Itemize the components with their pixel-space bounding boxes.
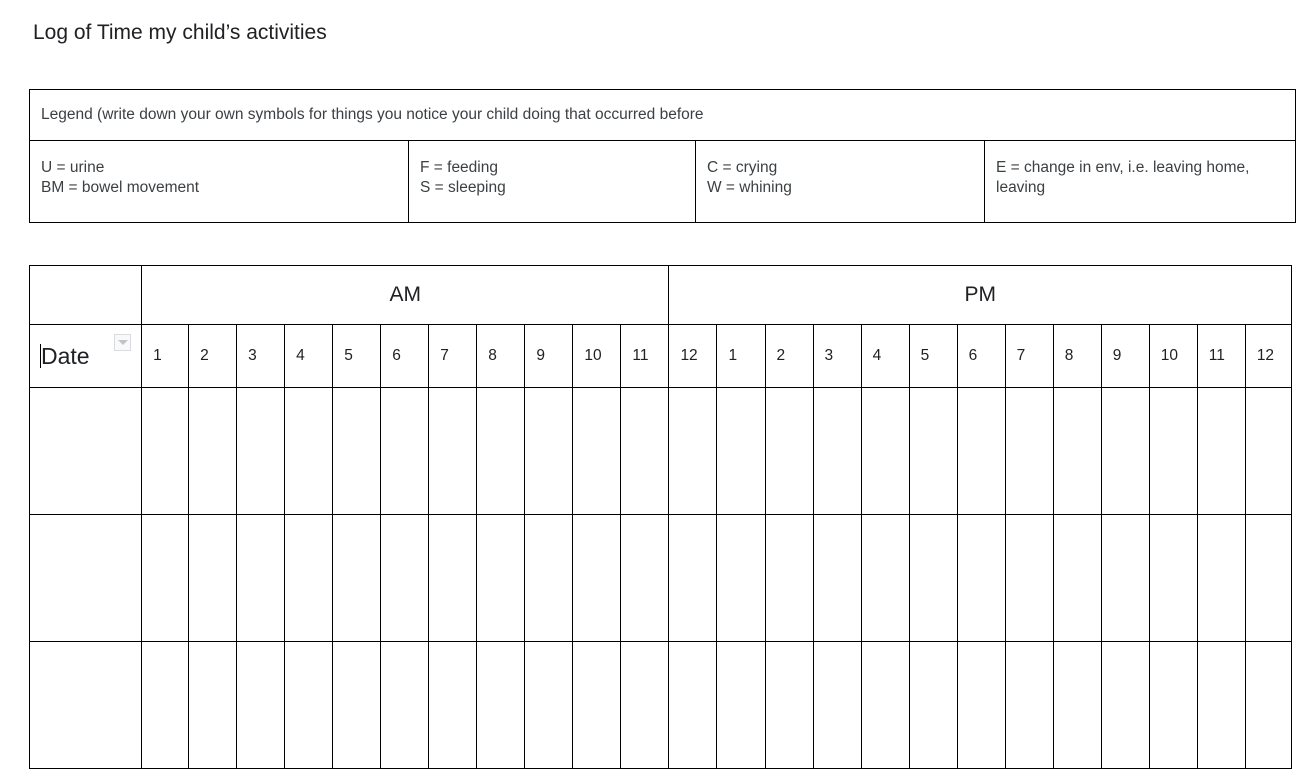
hour-cell-pm-22[interactable] <box>1149 325 1197 388</box>
log-hour-cell[interactable] <box>1005 642 1053 769</box>
hour-cell-pm-19[interactable] <box>1005 325 1053 388</box>
log-hour-cell[interactable] <box>1149 515 1197 642</box>
log-hour-cell[interactable] <box>909 642 957 769</box>
log-hour-cell[interactable] <box>285 388 333 515</box>
pm-label: PM <box>964 283 996 306</box>
log-hour-cell[interactable] <box>1197 642 1245 769</box>
legend-header-cell[interactable] <box>30 90 1296 141</box>
log-hour-cell[interactable] <box>861 388 909 515</box>
hour-label: 1 <box>728 347 738 364</box>
hour-label: 7 <box>1016 347 1026 364</box>
log-hour-cell[interactable] <box>1101 515 1149 642</box>
log-hour-cell[interactable] <box>1149 642 1197 769</box>
hour-cell-pm-23[interactable] <box>1197 325 1245 388</box>
log-hour-cell[interactable] <box>765 515 813 642</box>
log-hour-cell[interactable] <box>1245 642 1291 769</box>
legend-entry-whining: W = whining <box>707 179 792 196</box>
log-hour-cell[interactable] <box>1005 388 1053 515</box>
hour-cell-pm-15[interactable] <box>813 325 861 388</box>
hour-label: 5 <box>344 347 353 364</box>
log-hour-cell[interactable] <box>669 515 717 642</box>
log-hour-cell[interactable] <box>237 388 285 515</box>
log-hour-cell[interactable] <box>621 515 669 642</box>
hour-cell-pm-17[interactable] <box>909 325 957 388</box>
log-hour-cell[interactable] <box>1053 515 1101 642</box>
log-hour-cell[interactable] <box>189 642 237 769</box>
hour-label: 4 <box>296 347 305 364</box>
log-hour-cell[interactable] <box>477 642 525 769</box>
log-hour-cell[interactable] <box>429 388 477 515</box>
log-row <box>30 642 1292 769</box>
document-title: Log of Time my child’s activities <box>33 21 327 44</box>
log-hour-cell[interactable] <box>285 515 333 642</box>
log-hour-cell[interactable] <box>142 642 189 769</box>
log-hour-cell[interactable] <box>142 515 189 642</box>
log-hour-cell[interactable] <box>525 388 573 515</box>
hour-label: 8 <box>488 347 497 364</box>
log-hour-cell[interactable] <box>285 642 333 769</box>
am-label: AM <box>389 283 421 306</box>
log-hour-cell[interactable] <box>381 642 429 769</box>
hour-label: 6 <box>392 347 401 364</box>
log-hour-cell[interactable] <box>861 642 909 769</box>
log-hour-cell[interactable] <box>1197 515 1245 642</box>
log-hour-cell[interactable] <box>237 515 285 642</box>
log-hour-cell[interactable] <box>333 642 381 769</box>
legend-entry-crying: C = crying <box>707 159 778 176</box>
hour-cell-am-2[interactable] <box>189 325 237 388</box>
log-hour-cell[interactable] <box>813 388 861 515</box>
legend-entry-feeding: F = feeding <box>420 159 498 176</box>
log-hour-cell[interactable] <box>909 388 957 515</box>
log-hour-cell[interactable] <box>861 515 909 642</box>
log-hour-cell[interactable] <box>669 642 717 769</box>
hour-cell-am-4[interactable] <box>285 325 333 388</box>
log-hour-cell[interactable] <box>1197 388 1245 515</box>
hour-cell-am-10[interactable] <box>573 325 621 388</box>
log-date-cell[interactable] <box>30 388 142 515</box>
am-header-cell[interactable] <box>142 266 669 325</box>
log-hour-cell[interactable] <box>189 515 237 642</box>
hour-label: 11 <box>1208 347 1225 364</box>
hour-cell-am-11[interactable] <box>621 325 669 388</box>
log-hour-cell[interactable] <box>813 642 861 769</box>
legend-entry-environment: E = change in env, i.e. leaving home, leaving <box>996 159 1250 196</box>
log-hour-cell[interactable] <box>621 388 669 515</box>
log-hour-cell[interactable] <box>1053 642 1101 769</box>
hour-cell-pm-20[interactable] <box>1053 325 1101 388</box>
hour-label: 12 <box>1256 347 1275 364</box>
hour-cell-am-1[interactable] <box>142 325 189 388</box>
hour-cell-am-8[interactable] <box>477 325 525 388</box>
log-hour-cell[interactable] <box>525 515 573 642</box>
log-hour-cell[interactable] <box>1053 388 1101 515</box>
hour-cell-am-3[interactable] <box>237 325 285 388</box>
hour-cell-am-6[interactable] <box>381 325 429 388</box>
date-header-cell[interactable] <box>30 325 142 388</box>
log-hour-cell[interactable] <box>669 388 717 515</box>
hour-cell-pm-21[interactable] <box>1101 325 1149 388</box>
log-hour-cell[interactable] <box>717 388 765 515</box>
log-hour-cell[interactable] <box>957 515 1005 642</box>
log-row <box>30 388 1292 515</box>
legend-header-text: Legend (write down your own symbols for things you notice your child doing that occurred before <box>41 106 704 123</box>
log-hour-cell[interactable] <box>957 642 1005 769</box>
log-hour-cell[interactable] <box>1005 515 1053 642</box>
hour-label: 9 <box>536 347 545 364</box>
log-hour-cell[interactable] <box>237 642 285 769</box>
log-hour-cell[interactable] <box>573 515 621 642</box>
log-hour-cell[interactable] <box>381 388 429 515</box>
hour-label: 3 <box>824 347 834 364</box>
hour-label: 6 <box>968 347 978 364</box>
hour-cell-pm-14[interactable] <box>765 325 813 388</box>
log-row <box>30 515 1292 642</box>
hour-cell-am-5[interactable] <box>333 325 381 388</box>
log-hour-cell[interactable] <box>573 388 621 515</box>
hour-label: 3 <box>248 347 257 364</box>
hour-cell-pm-12[interactable] <box>669 325 717 388</box>
log-date-cell[interactable] <box>30 515 142 642</box>
log-hour-cell[interactable] <box>1245 515 1291 642</box>
log-hour-cell[interactable] <box>429 515 477 642</box>
log-hour-cell[interactable] <box>1149 388 1197 515</box>
log-hour-cell[interactable] <box>573 642 621 769</box>
log-hour-cell[interactable] <box>525 642 573 769</box>
hour-label: 7 <box>440 347 449 364</box>
date-label: Date <box>41 342 90 369</box>
log-hour-cell[interactable] <box>1101 388 1149 515</box>
log-hour-cell[interactable] <box>189 388 237 515</box>
log-hour-cell[interactable] <box>1245 388 1291 515</box>
hour-label: 12 <box>680 347 698 364</box>
legend-cell-urine-bm[interactable] <box>30 141 409 223</box>
log-hour-cell[interactable] <box>813 515 861 642</box>
log-date-cell[interactable] <box>30 642 142 769</box>
hour-cell-pm-13[interactable] <box>717 325 765 388</box>
dropdown-icon[interactable] <box>114 334 131 351</box>
hour-label: 9 <box>1112 347 1122 364</box>
legend-entry-bowel-movement: BM = bowel movement <box>41 179 200 196</box>
legend-entry-urine: U = urine <box>41 159 105 176</box>
log-hour-cell[interactable] <box>477 515 525 642</box>
log-hour-cell[interactable] <box>909 515 957 642</box>
log-hour-cell[interactable] <box>765 388 813 515</box>
log-hour-cell[interactable] <box>333 515 381 642</box>
legend-cell-crying-whining[interactable] <box>696 141 985 223</box>
hour-label: 2 <box>200 347 209 364</box>
hour-cell-pm-16[interactable] <box>861 325 909 388</box>
hour-label: 8 <box>1064 347 1074 364</box>
log-hour-cell[interactable] <box>1101 642 1149 769</box>
hour-label: 4 <box>872 347 882 364</box>
hour-cell-am-9[interactable] <box>525 325 573 388</box>
log-hour-cell[interactable] <box>717 515 765 642</box>
hour-label: 2 <box>776 347 786 364</box>
hour-label: 1 <box>153 347 162 364</box>
hour-label: 10 <box>584 347 602 364</box>
legend-table <box>29 89 1296 223</box>
hour-cell-pm-24[interactable] <box>1245 325 1291 388</box>
log-hour-cell[interactable] <box>621 642 669 769</box>
log-hour-cell[interactable] <box>333 388 381 515</box>
pm-header-cell[interactable] <box>669 266 1292 325</box>
log-hour-cell[interactable] <box>429 642 477 769</box>
log-hour-cell[interactable] <box>381 515 429 642</box>
hour-label: 10 <box>1160 347 1178 364</box>
log-hour-cell[interactable] <box>477 388 525 515</box>
log-hour-cell[interactable] <box>957 388 1005 515</box>
hour-label: 11 <box>632 347 649 364</box>
corner-cell[interactable] <box>30 266 142 325</box>
hour-cell-pm-18[interactable] <box>957 325 1005 388</box>
legend-cell-environment[interactable] <box>985 141 1296 223</box>
log-hour-cell[interactable] <box>142 388 189 515</box>
legend-entry-sleeping: S = sleeping <box>420 179 506 196</box>
legend-cell-feeding-sleeping[interactable] <box>409 141 696 223</box>
hour-cell-am-7[interactable] <box>429 325 477 388</box>
log-hour-cell[interactable] <box>717 642 765 769</box>
log-hour-cell[interactable] <box>765 642 813 769</box>
hour-label: 5 <box>920 347 930 364</box>
time-log-table <box>29 265 1292 769</box>
